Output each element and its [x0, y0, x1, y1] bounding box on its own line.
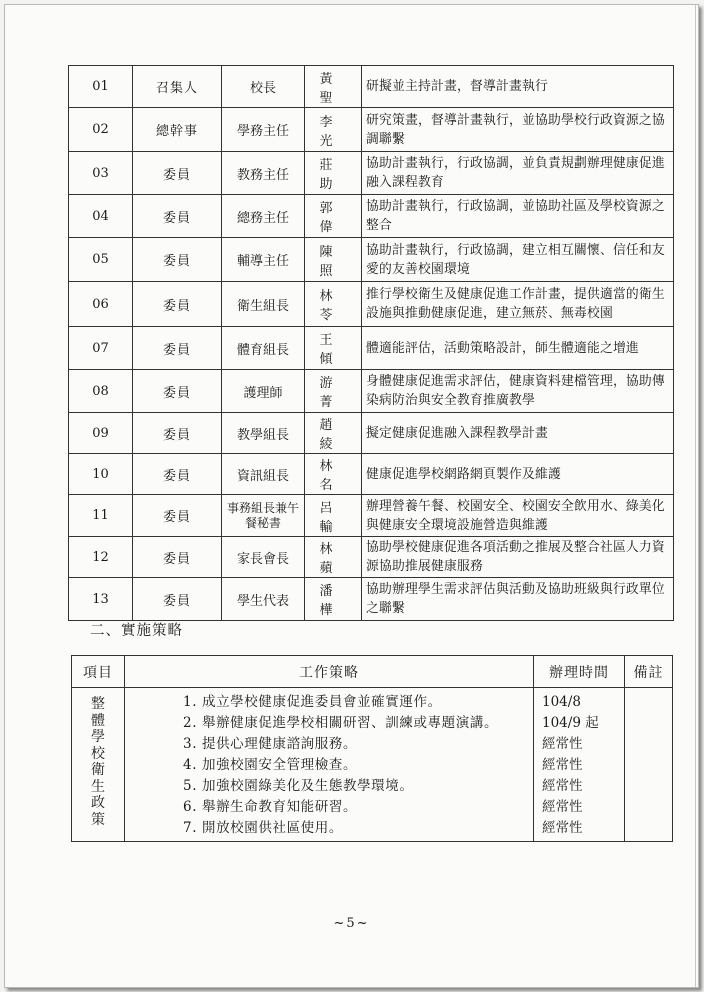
member-role: 委員 — [133, 537, 222, 578]
category-cell — [72, 688, 125, 842]
header-item: 項目 — [72, 656, 125, 688]
strategy-item: 1. 成立學校健康促進委員會並確實運作。 — [183, 694, 442, 710]
member-role: 委員 — [133, 195, 222, 238]
member-position: 資訊組長 — [222, 454, 305, 495]
member-number: 05 — [69, 238, 133, 282]
table-row — [69, 578, 674, 621]
member-duty: 擬定健康促進融入課程教學計畫 — [362, 413, 674, 454]
member-duty: 協助計畫執行，行政協調，並協助社區及學校資源之整合 — [362, 195, 674, 238]
member-position: 教學組長 — [222, 413, 305, 454]
member-number: 02 — [69, 108, 133, 152]
member-number: 13 — [69, 578, 133, 621]
member-duty: 協助計畫執行，行政協調，並負責規劃辦理健康促進融入課程教育 — [362, 152, 674, 195]
member-role: 召集人 — [133, 66, 222, 108]
table-row — [69, 537, 674, 578]
strategy-time: 經常性 — [542, 757, 583, 773]
member-duty: 健康促進學校網路網頁製作及維護 — [362, 454, 674, 495]
table-row — [69, 195, 674, 238]
member-number: 09 — [69, 413, 133, 454]
member-role: 委員 — [133, 413, 222, 454]
member-role: 委員 — [133, 282, 222, 327]
member-role: 委員 — [133, 454, 222, 495]
table-row — [69, 108, 674, 152]
member-duty: 辦理營養午餐、校園安全、校園安全飲用水、綠美化與健康安全環境設施營造與維護 — [362, 495, 674, 537]
member-role: 委員 — [133, 495, 222, 537]
strategy-item: 6. 舉辦生命教育知能研習。 — [183, 799, 358, 815]
member-name: 林 名 — [305, 454, 362, 495]
member-duty: 推行學校衛生及健康促進工作計畫，提供適當的衛生設施與推動健康促進，建立無菸、無毒校園 — [362, 282, 674, 327]
table-row — [69, 66, 674, 108]
document-page — [4, 4, 699, 988]
member-role: 委員 — [133, 238, 222, 282]
table-row — [69, 282, 674, 327]
member-number: 04 — [69, 195, 133, 238]
member-number: 12 — [69, 537, 133, 578]
strategy-item: 7. 開放校園供社區使用。 — [183, 820, 343, 836]
member-name: 林 苓 — [305, 282, 362, 327]
strategy-time: 經常性 — [542, 820, 583, 836]
member-role: 總幹事 — [133, 108, 222, 152]
table-row — [69, 495, 674, 537]
member-position: 學務主任 — [222, 108, 305, 152]
strategy-table — [71, 655, 673, 842]
member-name: 李 光 — [305, 108, 362, 152]
member-name: 莊 助 — [305, 152, 362, 195]
header-time: 辦理時間 — [534, 656, 625, 688]
member-number: 03 — [69, 152, 133, 195]
page-number: ~5~ — [333, 916, 370, 931]
member-name: 黃 聖 — [305, 66, 362, 108]
member-duty: 協助辦理學生需求評估與活動及協助班級與行政單位之聯繫 — [362, 578, 674, 621]
member-name: 呂 輸 — [305, 495, 362, 537]
member-duty: 協助學校健康促進各項活動之推展及整合社區人力資源協助推展健康服務 — [362, 537, 674, 578]
strategy-item: 4. 加強校園安全管理檢查。 — [183, 757, 358, 773]
strategy-time: 經常性 — [542, 736, 583, 752]
table-row — [69, 152, 674, 195]
member-name: 游 菁 — [305, 370, 362, 413]
table-row — [69, 413, 674, 454]
member-position: 體育組長 — [222, 327, 305, 370]
strategy-row — [72, 688, 673, 842]
member-role: 委員 — [133, 327, 222, 370]
member-name: 林 蘋 — [305, 537, 362, 578]
strategy-time: 經常性 — [542, 799, 583, 815]
category-label: 整體學校衛生政策 — [91, 696, 105, 828]
member-duty: 協助計畫執行，行政協調，建立相互關懷、信任和友愛的友善校園環境 — [362, 238, 674, 282]
member-role: 委員 — [133, 370, 222, 413]
member-position: 校長 — [222, 66, 305, 108]
member-duty: 體適能評估，活動策略設計，師生體適能之增進 — [362, 327, 674, 370]
table-row — [69, 327, 674, 370]
strategy-time: 104/8 — [542, 694, 581, 710]
member-duty: 身體健康促進需求評估，健康資料建檔管理，協助傳染病防治與安全教育推廣教學 — [362, 370, 674, 413]
member-number: 11 — [69, 495, 133, 537]
member-position: 教務主任 — [222, 152, 305, 195]
member-name: 王 傾 — [305, 327, 362, 370]
table-row — [69, 238, 674, 282]
strategy-header-row — [72, 656, 673, 688]
table-row — [69, 370, 674, 413]
member-role: 委員 — [133, 578, 222, 621]
section-title: 二、實施策略 — [90, 623, 183, 639]
member-name: 郭 偉 — [305, 195, 362, 238]
header-note: 備註 — [625, 656, 673, 688]
member-position: 總務主任 — [222, 195, 305, 238]
strategy-time: 104/9 起 — [542, 715, 599, 731]
strategy-item: 2. 舉辦健康促進學校相關研習、訓練或專題演講。 — [183, 715, 499, 731]
time-list-cell — [534, 688, 625, 842]
page-edge — [695, 5, 696, 987]
member-name: 潘 樺 — [305, 578, 362, 621]
member-position: 護理師 — [222, 370, 305, 413]
member-number: 01 — [69, 66, 133, 108]
member-number: 08 — [69, 370, 133, 413]
member-role: 委員 — [133, 152, 222, 195]
strategy-list-cell — [125, 688, 534, 842]
header-strategy: 工作策略 — [125, 656, 534, 688]
member-number: 07 — [69, 327, 133, 370]
table-row — [69, 454, 674, 495]
strategy-item: 5. 加強校園綠美化及生態教學環境。 — [183, 778, 414, 794]
member-number: 06 — [69, 282, 133, 327]
member-duty: 研擬並主持計畫，督導計畫執行 — [362, 66, 674, 108]
member-position: 學生代表 — [222, 578, 305, 621]
member-position: 家長會長 — [222, 537, 305, 578]
note-cell — [625, 688, 673, 842]
member-position: 輔導主任 — [222, 238, 305, 282]
member-position: 衛生組長 — [222, 282, 305, 327]
strategy-item: 3. 提供心理健康諮詢服務。 — [183, 736, 358, 752]
committee-members-table — [68, 65, 674, 621]
member-duty: 研究策畫，督導計畫執行，並協助學校行政資源之協調聯繫 — [362, 108, 674, 152]
member-position: 事務組長兼午餐秘書 — [222, 495, 305, 537]
member-name: 趙 綾 — [305, 413, 362, 454]
member-name: 陳 照 — [305, 238, 362, 282]
member-number: 10 — [69, 454, 133, 495]
strategy-time: 經常性 — [542, 778, 583, 794]
